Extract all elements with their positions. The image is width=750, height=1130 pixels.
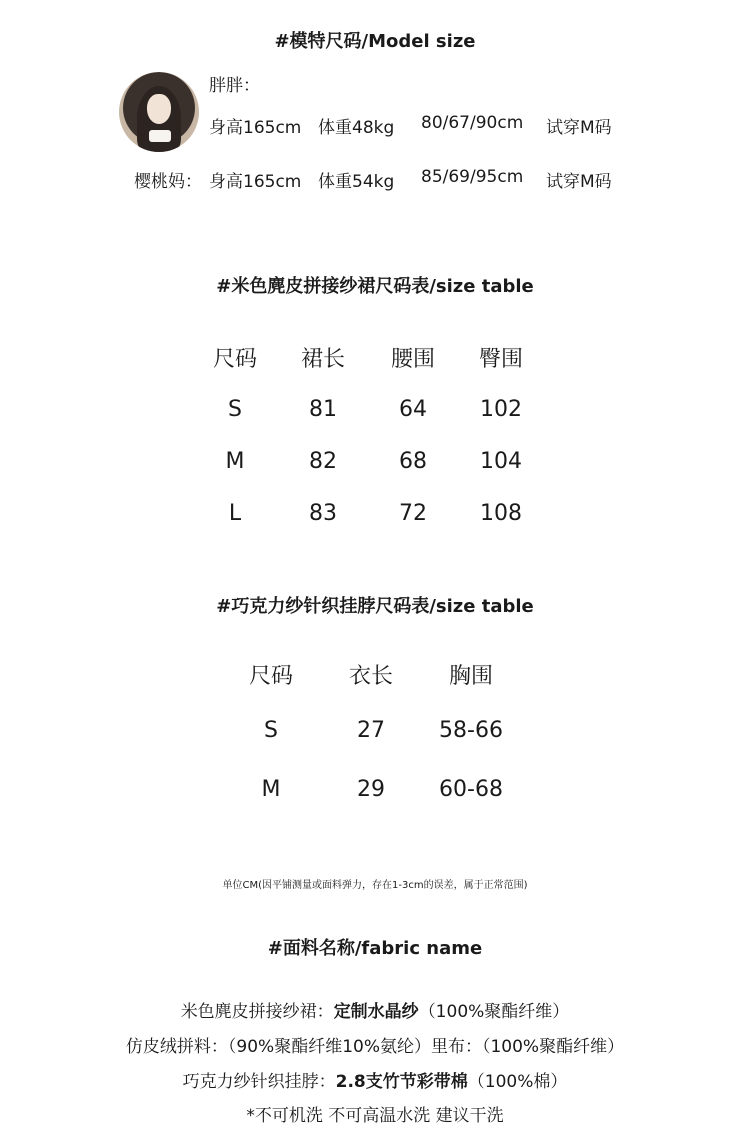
halter-cell: 29	[357, 777, 385, 802]
halter-cell: M	[261, 777, 281, 802]
model2-try: 试穿M码	[546, 172, 612, 192]
skirt-header-waist: 腰围	[390, 347, 435, 372]
skirt-cell: 104	[480, 449, 522, 474]
model2-name: 樱桃妈：	[134, 172, 202, 192]
fabric-line-1-suffix: （100%聚酯纤维）	[418, 1002, 570, 1022]
skirt-cell: 102	[480, 397, 522, 422]
model2-weight: 体重54kg	[318, 172, 395, 192]
care-instructions: *不可机洗 不可高温水洗 建议干洗	[246, 1106, 504, 1126]
model2-height: 身高165cm	[209, 172, 302, 192]
skirt-cell: 82	[309, 449, 337, 474]
fabric-line-3-prefix: 巧克力纱针织挂脖：	[182, 1072, 336, 1092]
skirt-cell: S	[228, 397, 242, 422]
model1-try: 试穿M码	[546, 118, 612, 138]
measurement-note: 单位CM(因平铺测量或面料弹力，存在1-3cm的误差，属于正常范围)	[222, 880, 528, 891]
skirt-cell: 81	[309, 397, 337, 422]
halter-header-size: 尺码	[248, 664, 293, 689]
skirt-cell: 68	[399, 449, 427, 474]
fabric-line-2: 仿皮绒拼料：（90%聚酯纤维10%氨纶）里布：（100%聚酯纤维）	[125, 1037, 625, 1057]
halter-table-heading: #巧克力纱针织挂脖尺码表/size table	[216, 596, 534, 617]
halter-cell: 60-68	[439, 777, 503, 802]
fabric-line-1	[0, 997, 750, 1022]
halter-header-length: 衣长	[348, 664, 393, 689]
fabric-line-3-suffix: （100%棉）	[467, 1072, 568, 1092]
model1-weight: 体重48kg	[318, 118, 395, 138]
model2-measure: 85/69/95cm	[421, 167, 524, 187]
skirt-cell: 108	[480, 501, 522, 526]
fabric-line-1-prefix: 米色麂皮拼接纱裙：	[180, 1002, 334, 1022]
skirt-table-heading: #米色麂皮拼接纱裙尺码表/size table	[216, 276, 534, 297]
fabric-line-1-bold: 定制水晶纱	[333, 1002, 419, 1022]
skirt-header-hip: 臀围	[478, 347, 523, 372]
model-avatar	[119, 72, 199, 152]
model1-height: 身高165cm	[209, 118, 302, 138]
skirt-cell: L	[228, 501, 242, 526]
halter-header-chest: 胸围	[448, 664, 493, 689]
model1-measure: 80/67/90cm	[421, 113, 524, 133]
fabric-line-3-bold: 2.8支竹节彩带棉	[335, 1072, 468, 1092]
halter-cell: 27	[357, 718, 385, 743]
skirt-header-size: 尺码	[212, 347, 257, 372]
skirt-cell: 72	[399, 501, 427, 526]
skirt-header-length: 裙长	[300, 347, 345, 372]
skirt-cell: M	[225, 449, 245, 474]
fabric-heading: #面料名称/fabric name	[267, 938, 483, 959]
model-size-heading: #模特尺码/Model size	[274, 31, 476, 52]
halter-cell: 58-66	[439, 718, 503, 743]
skirt-cell: 64	[399, 397, 427, 422]
halter-cell: S	[264, 718, 278, 743]
model1-name: 胖胖：	[209, 76, 260, 96]
fabric-line-3	[0, 1067, 750, 1092]
skirt-cell: 83	[309, 501, 337, 526]
